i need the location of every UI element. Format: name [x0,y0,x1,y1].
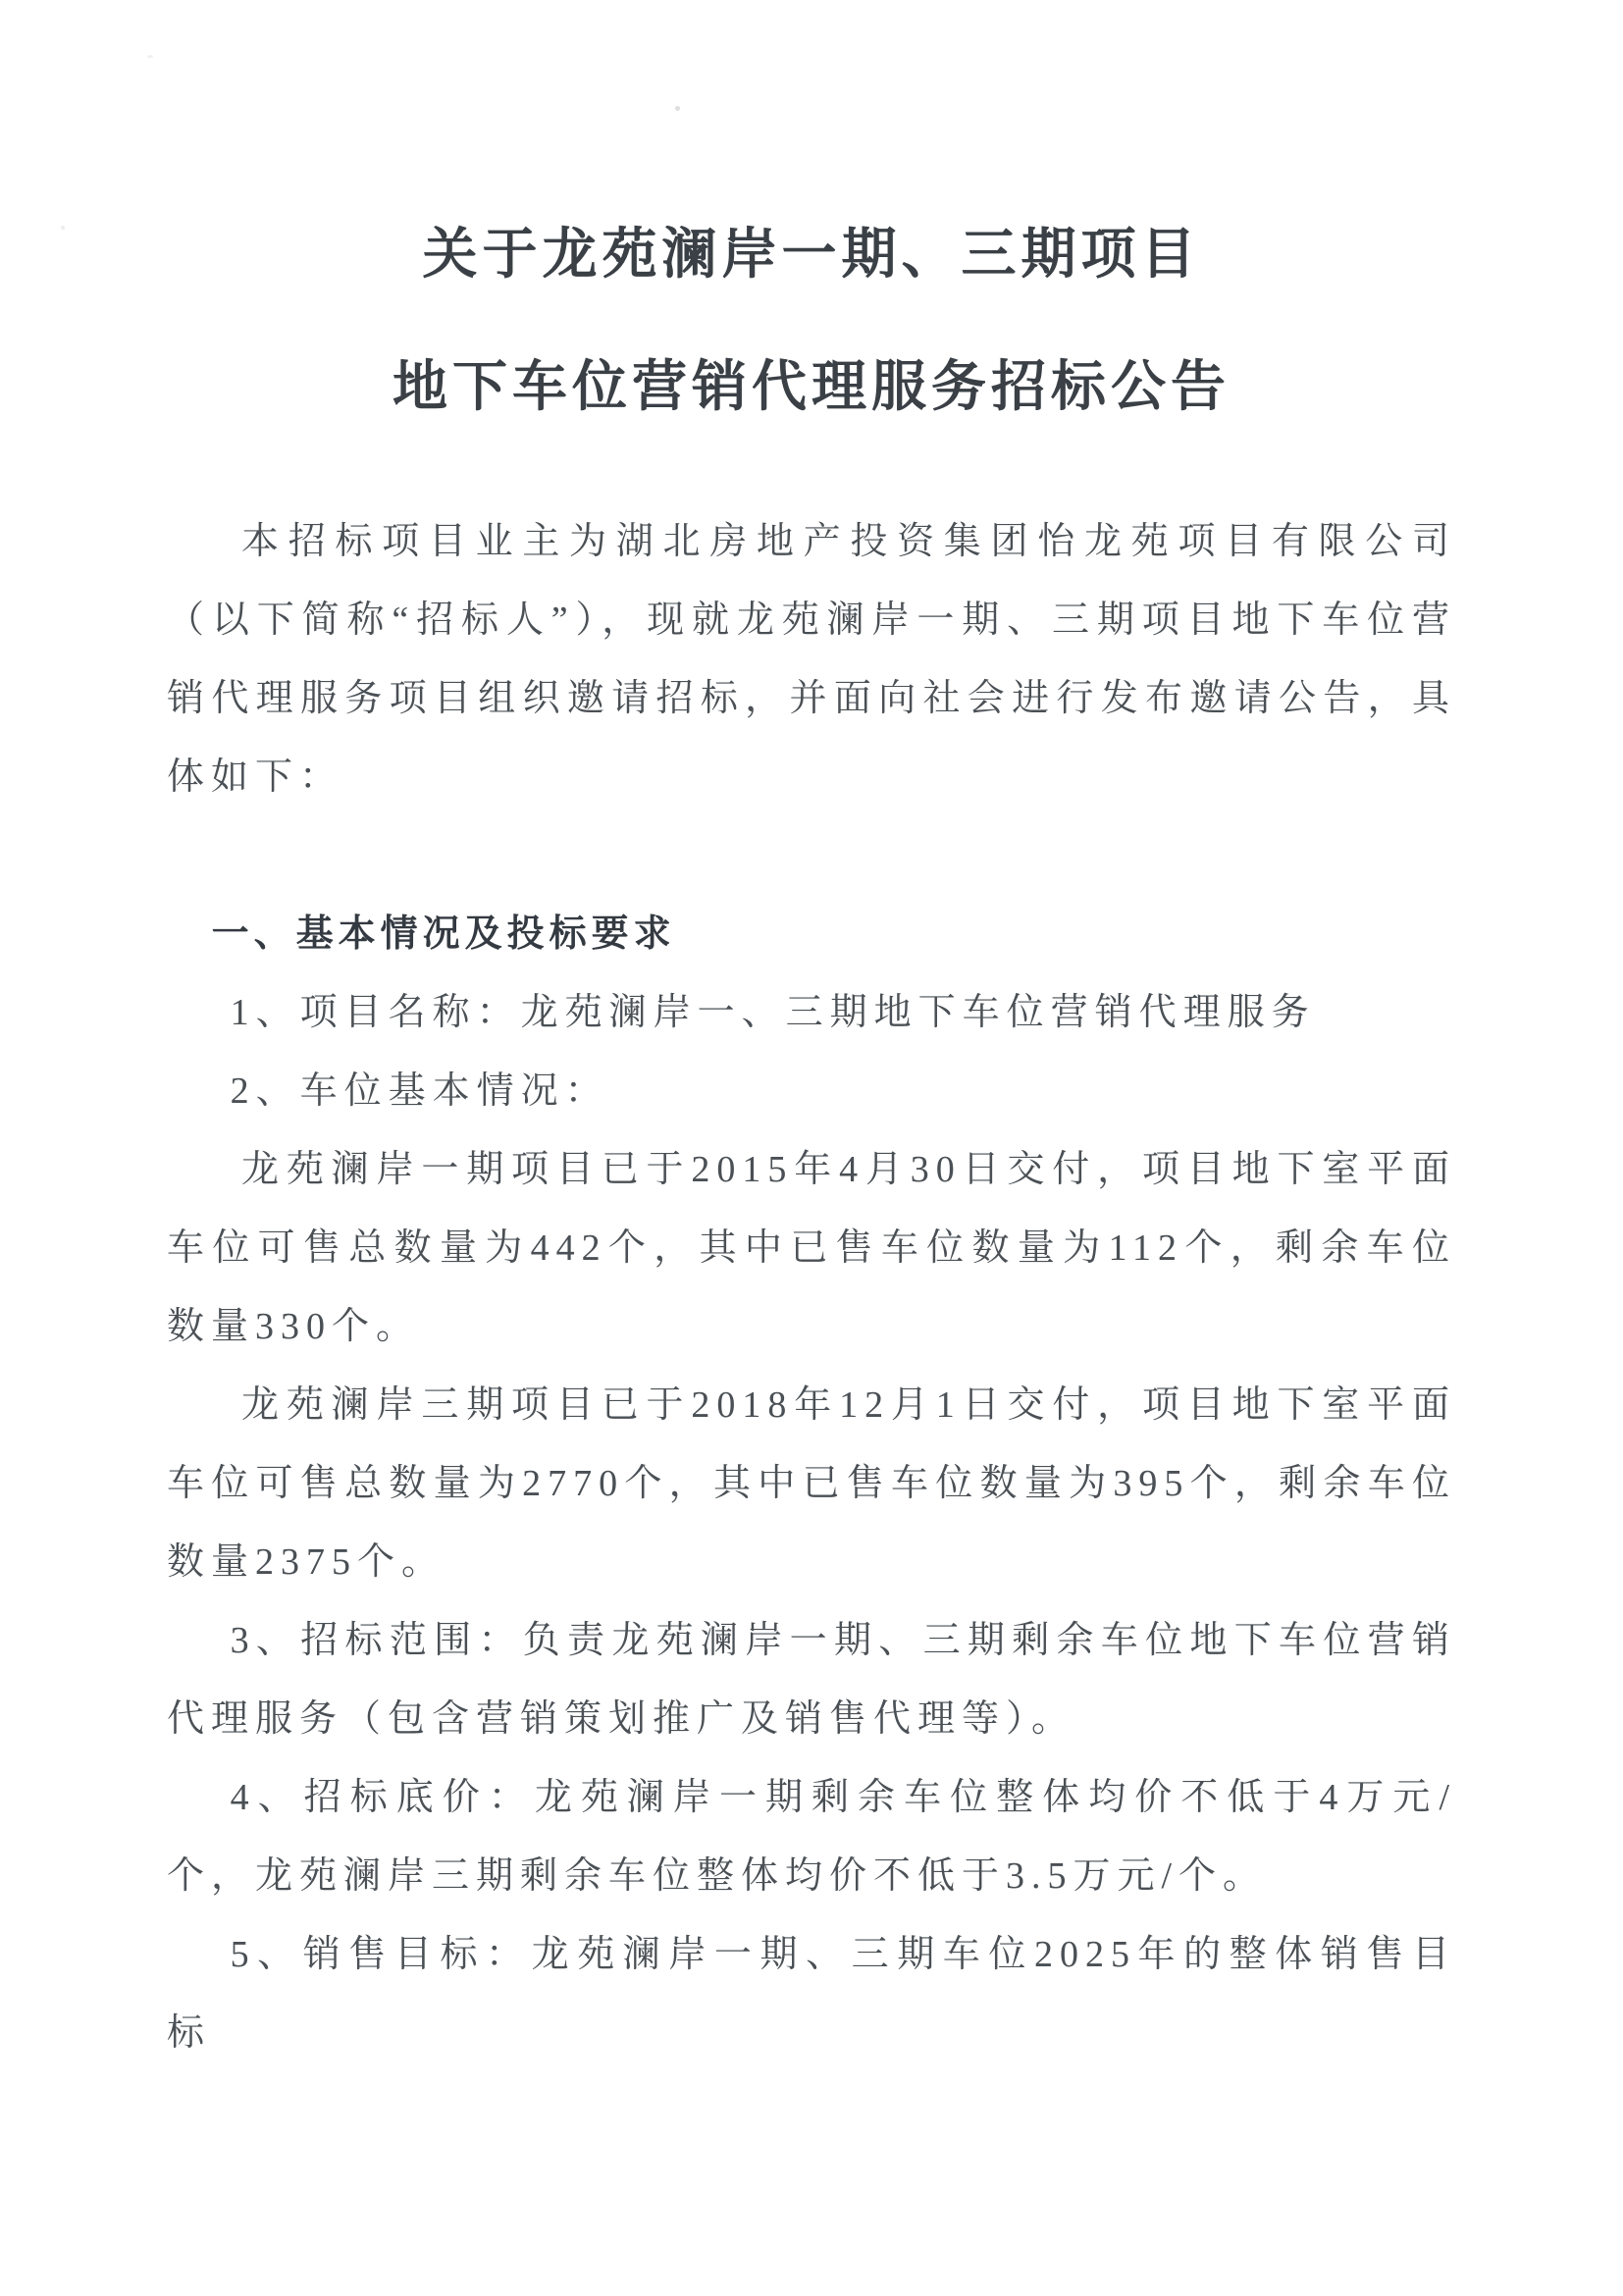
intro-paragraph: 本招标项目业主为湖北房地产投资集团怡龙苑项目有限公司（以下简称“招标人”），现就龙苑澜岸一期、三期项目地下车位营销代理服务项目组织邀请招标，并面向社会进行发布邀请公告，具体如下： [167,521,1456,798]
paragraph-phase3-parking-details: 龙苑澜岸三期项目已于2018年12月1日交付，项目地下室平面车位可售总数量为2770个，其中已售车位数量为395个，剩余车位数量2375个。 [167,1384,1456,1583]
document-title-line1: 关于龙苑澜岸一期、三期项目 [422,225,1201,286]
item-bidding-floor-price: 4、招标底价：龙苑澜岸一期剩余车位整体均价不低于4万元/个，龙苑澜岸三期剩余车位整体均价不低于3.5万元/个。 [167,1777,1456,1897]
item-project-name: 1、项目名称：龙苑澜岸一、三期地下车位营销代理服务 [230,992,1316,1033]
document-title-line2: 地下车位营销代理服务招标公告 [393,357,1230,418]
scan-speckle [147,55,153,58]
scan-speckle [61,226,65,230]
item-parking-basic-info: 2、车位基本情况： [230,1070,609,1112]
item-bidding-scope: 3、招标范围：负责龙苑澜岸一期、三期剩余车位地下车位营销代理服务（包含营销策划推广及销售代理等）。 [167,1620,1456,1740]
scan-speckle [675,106,680,111]
item-sales-target: 5、销售目标：龙苑澜岸一期、三期车位2025年的整体销售目标 [167,1934,1456,2054]
paragraph-phase1-parking-details: 龙苑澜岸一期项目已于2015年4月30日交付，项目地下室平面车位可售总数量为442个，其中已售车位数量为112个，剩余车位数量330个。 [167,1149,1456,1347]
section-heading-basic-info: 一、基本情况及投标要求 [211,913,676,955]
